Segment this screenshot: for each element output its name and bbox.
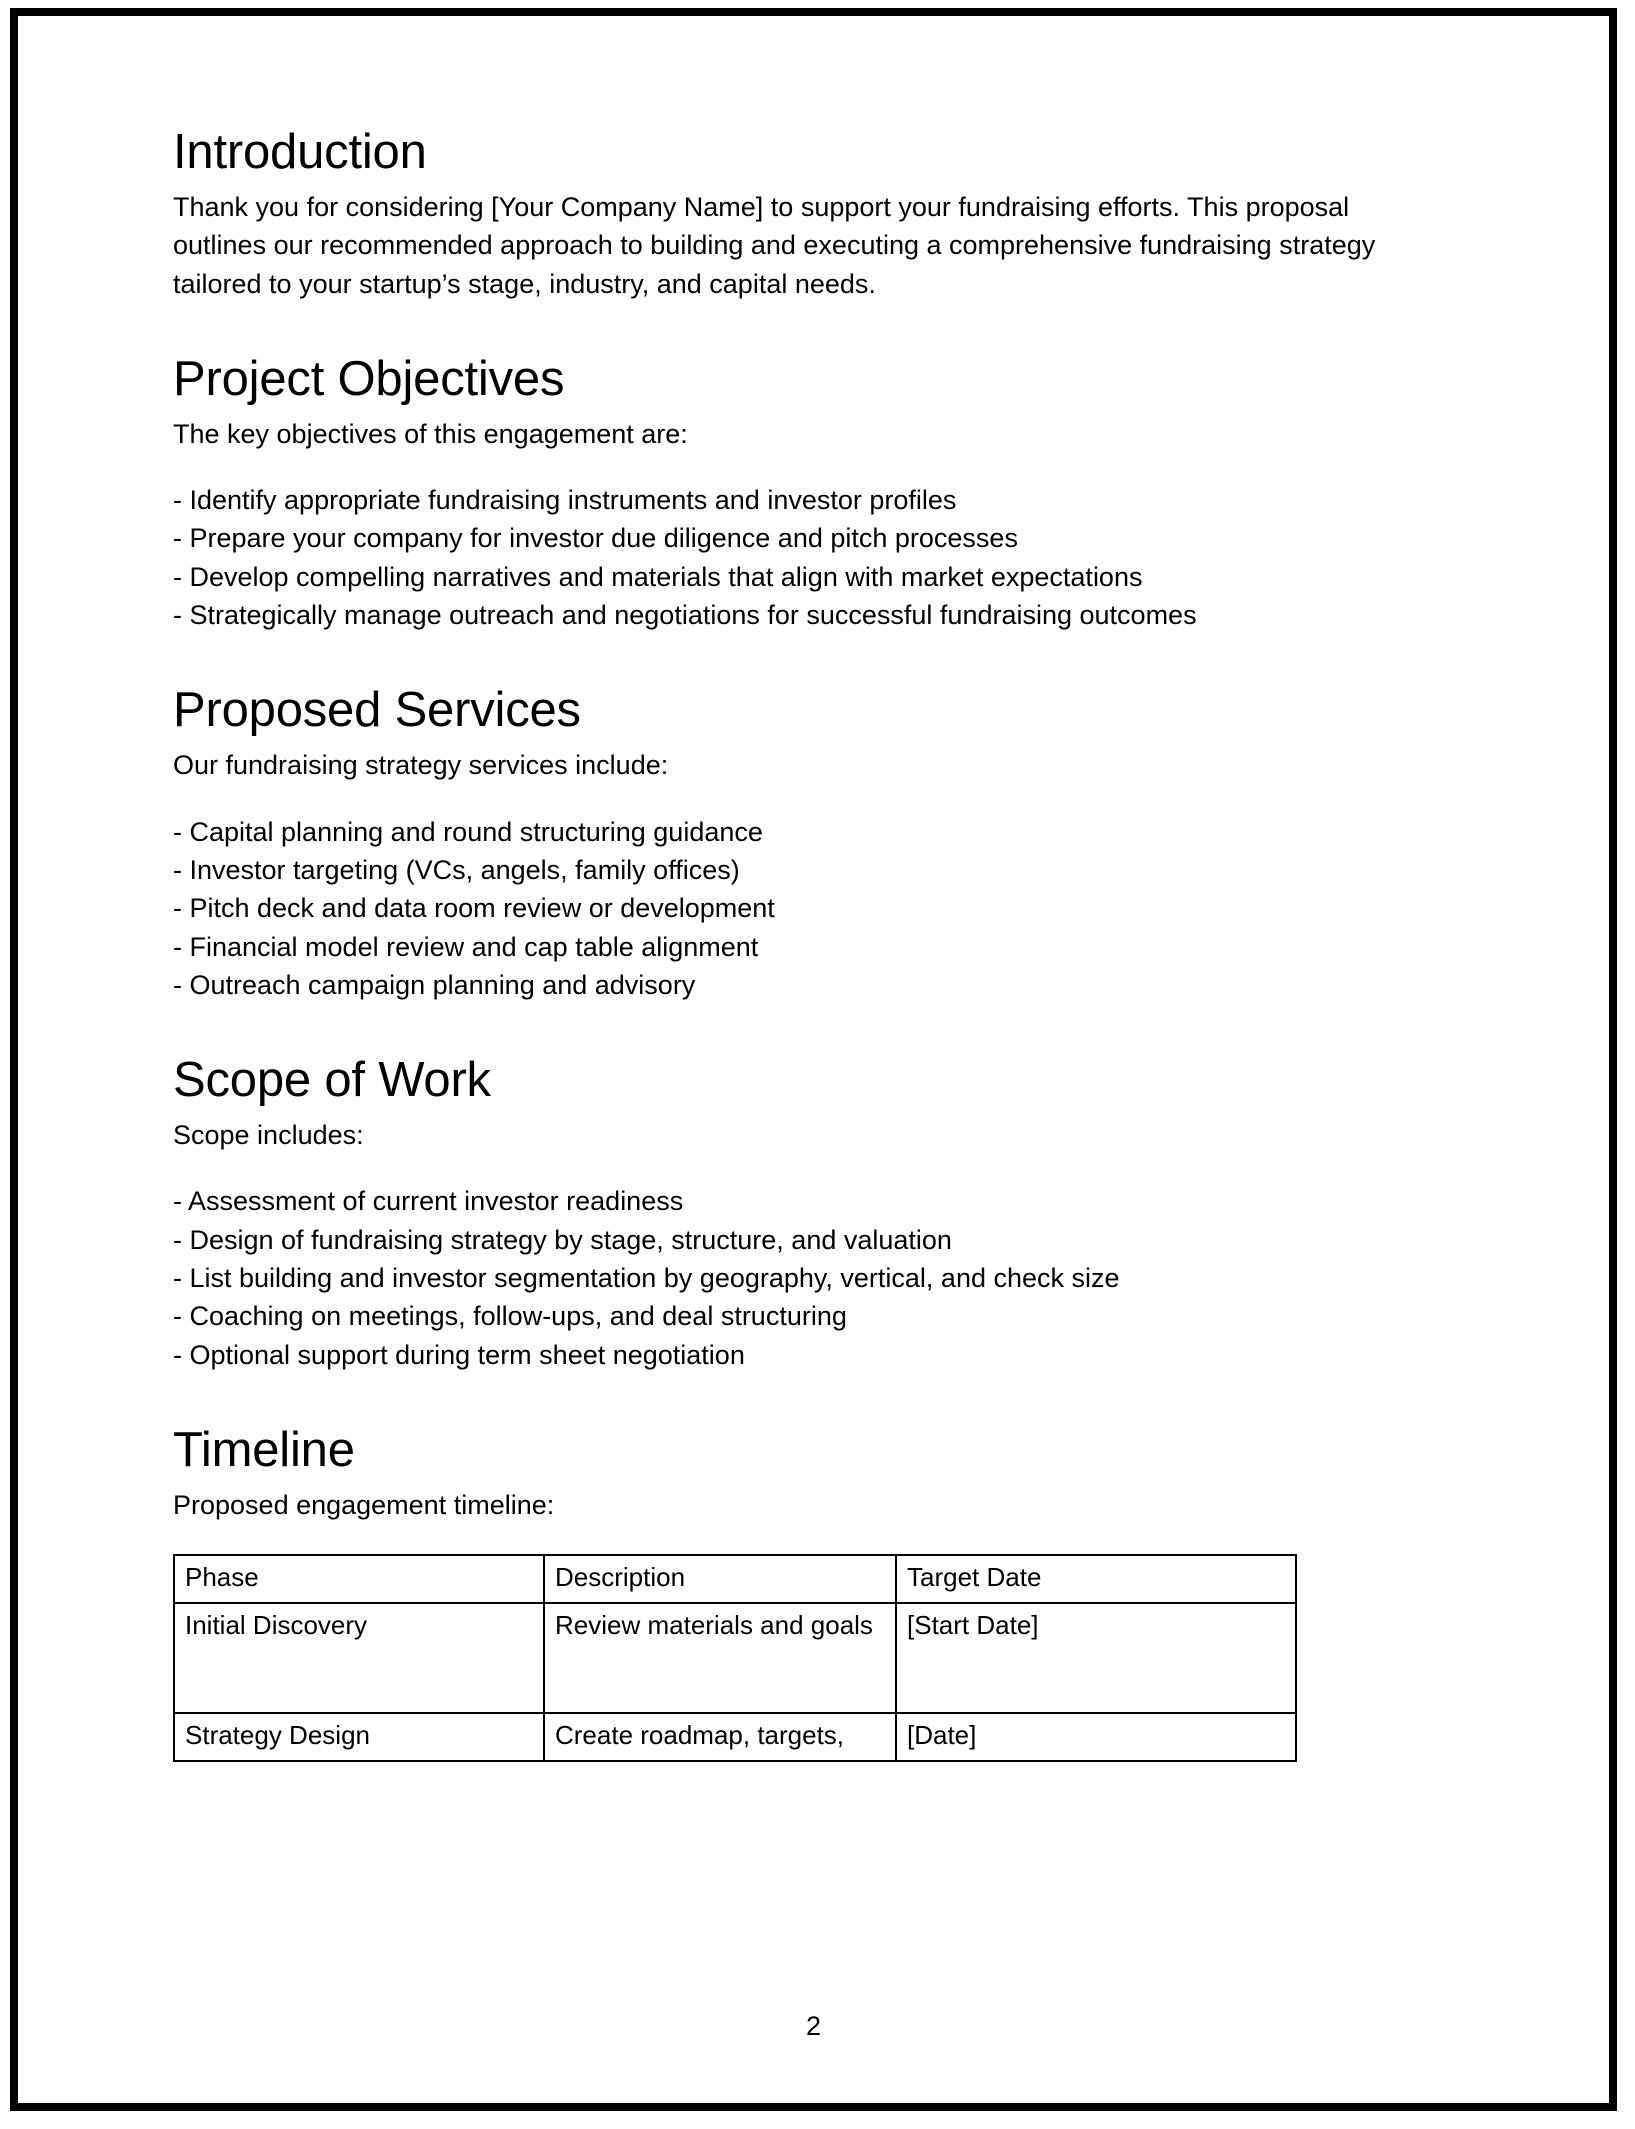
list-item: - Financial model review and cap table alignment [173,931,759,962]
list-project-objectives [173,481,1403,634]
paragraph-proposed-services: Our fundraising strategy services include: [173,750,669,781]
table-row [174,1603,1296,1713]
column-header-phase: Phase [174,1555,544,1603]
list-item: - Pitch deck and data room review or development [173,893,775,924]
paragraph-timeline: Proposed engagement timeline: [173,1490,555,1521]
paragraph-scope-of-work: Scope includes: [173,1120,364,1151]
heading-project-objectives: Project Objectives [173,351,565,406]
page-number: 2 [805,2011,822,2041]
list-item: - Prepare your company for investor due diligence and pitch processes [173,523,1018,554]
page-content-area [18,16,1609,2103]
cell-description: Review materials and goals [544,1603,896,1713]
list-item: - List building and investor segmentation by geography, vertical, and check size [173,1263,1120,1294]
timeline-table [173,1554,1297,1762]
cell-phase: Initial Discovery [174,1603,544,1713]
list-item: - Design of fundraising strategy by stage, structure, and valuation [173,1224,952,1255]
heading-scope-of-work: Scope of Work [173,1053,491,1108]
section-timeline [173,1424,1403,1762]
timeline-table-wrapper [173,1554,1403,1762]
paragraph-introduction: Thank you for considering [Your Company Name] to support your fundraising efforts. This proposal outlines our recommended approach to building and executing a comprehensive fundraising strategy tailored to your startup’s stage, industry, and capital needs. [173,191,1376,299]
heading-proposed-services: Proposed Services [173,683,581,738]
list-item: - Assessment of current investor readiness [173,1186,684,1217]
list-scope-of-work [173,1182,1403,1374]
section-project-objectives [173,353,1403,635]
table-header-row [174,1555,1296,1603]
list-item: - Optional support during term sheet negotiation [173,1339,745,1370]
cell-description: Create roadmap, targets, [544,1713,896,1761]
list-item: - Develop compelling narratives and materials that align with market expectations [173,561,1143,592]
list-item: - Coaching on meetings, follow-ups, and deal structuring [173,1301,847,1332]
cell-target-date: [Start Date] [896,1603,1296,1713]
column-header-description: Description [544,1555,896,1603]
column-header-target-date: Target Date [896,1555,1296,1603]
page-border-frame [10,8,1617,2111]
heading-introduction: Introduction [173,125,427,179]
document-body [173,126,1403,1762]
list-item: - Investor targeting (VCs, angels, family offices) [173,854,740,885]
list-item: - Strategically manage outreach and negotiations for successful fundraising outcomes [173,600,1197,631]
list-item: - Outreach campaign planning and advisory [173,969,696,1000]
table-row [174,1713,1296,1761]
cell-target-date: [Date] [896,1713,1296,1761]
list-item: - Capital planning and round structuring guidance [173,816,763,847]
heading-timeline: Timeline [173,1423,355,1478]
section-proposed-services [173,684,1403,1004]
list-item: - Identify appropriate fundraising instruments and investor profiles [173,485,957,516]
section-introduction [173,126,1403,303]
section-scope-of-work [173,1054,1403,1374]
list-proposed-services [173,813,1403,1005]
cell-phase: Strategy Design [174,1713,544,1761]
paragraph-project-objectives: The key objectives of this engagement are: [173,418,688,449]
